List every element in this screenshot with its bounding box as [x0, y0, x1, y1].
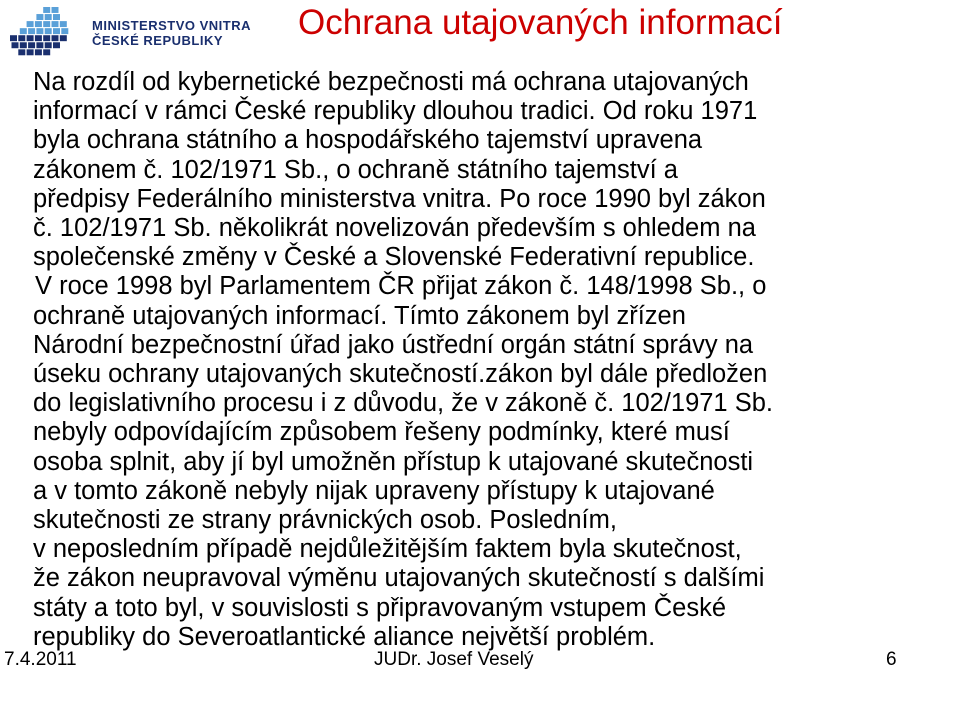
logo-square	[36, 14, 43, 20]
text-line: ochraně utajovaných informací. Tímto zákonem byl zřízen	[33, 301, 686, 330]
logo-square	[53, 14, 60, 20]
text-line: republiky do Severoatlantické aliance největší problém.	[33, 622, 656, 651]
logo-square	[27, 35, 34, 41]
logo-line-1: MINISTERSTVO VNITRA	[92, 18, 252, 33]
logo-square	[43, 7, 50, 13]
text-line: v neposledním případě nejdůležitějším faktem byla skutečnost,	[33, 535, 742, 564]
logo-square	[27, 21, 34, 27]
text-line: Národní bezpečnostní úřad jako ústřední orgán státní správy na	[33, 330, 754, 359]
text-line: společenské změny v České a Slovenské Federativní republice.	[33, 243, 755, 272]
text-line: a v tomto zákoně nebyly nijak upraveny přístupy k utajované	[33, 476, 715, 505]
footer-author: JUDr. Josef Veselý	[374, 649, 534, 670]
footer-date: 7.4.2011	[4, 649, 77, 670]
logo-square	[10, 35, 17, 41]
logo-square	[53, 42, 60, 48]
text-line: V roce 1998 byl Parlamentem ČR přijat zákon č. 148/1998 Sb., o	[35, 272, 767, 301]
text-line: že zákon neupravoval výměnu utajovaných skutečností s dalšími	[33, 564, 765, 593]
logo-square	[61, 28, 68, 34]
text-line: skutečnosti ze strany právnických osob. Posledním,	[33, 506, 617, 535]
logo-square	[35, 21, 42, 27]
slide-title: Ochrana utajovaných informací	[298, 3, 783, 42]
text-line: nebyly odpovídajícím způsobem řešeny podmínky, které musí	[33, 418, 730, 447]
ministry-logo-icon	[8, 6, 84, 62]
logo-square	[60, 21, 67, 27]
logo-square	[36, 28, 43, 34]
logo-square	[43, 35, 50, 41]
logo-square	[20, 42, 27, 48]
text-line: zákonem č. 102/1971 Sb., o ochraně státního tajemství a	[33, 155, 678, 184]
logo-square	[60, 35, 67, 41]
logo-square	[20, 28, 27, 34]
logo-square	[53, 28, 60, 34]
logo-square	[43, 49, 50, 55]
slide-body	[33, 68, 933, 652]
ministry-logo-text	[92, 18, 251, 48]
footer-page-number: 6	[886, 649, 897, 670]
logo-square	[12, 42, 19, 48]
logo-square	[52, 21, 59, 27]
logo-square	[36, 42, 43, 48]
logo-square	[27, 49, 34, 55]
text-line: osoba splnit, aby jí byl umožněn přístup k utajované skutečnosti	[33, 447, 754, 476]
logo-square	[52, 35, 59, 41]
text-line: č. 102/1971 Sb. několikrát novelizován především s ohledem na	[33, 214, 756, 243]
logo-square	[45, 28, 52, 34]
text-line: byla ochrana státního a hospodářského tajemství upravena	[33, 126, 703, 155]
logo-square	[35, 35, 42, 41]
logo-square	[18, 35, 25, 41]
text-line: státy a toto byl, v souvislosti s připravovaným vstupem České	[33, 593, 727, 622]
text-line: úseku ochrany utajovaných skutečností.zákon byl dále předložen	[33, 360, 768, 389]
text-line: do legislativního procesu i z důvodu, že v zákoně č. 102/1971 Sb.	[33, 389, 773, 418]
text-line: informací v rámci České republiky dlouhou tradici. Od roku 1971	[33, 97, 758, 126]
paragraph-1	[33, 68, 933, 272]
text-line: Na rozdíl od kybernetické bezpečnosti má ochrana utajovaných	[33, 68, 749, 96]
logo-square	[43, 21, 50, 27]
logo-square	[18, 49, 25, 55]
paragraph-2	[33, 272, 933, 652]
ministry-logo	[8, 6, 252, 62]
logo-square	[45, 14, 52, 20]
logo-square	[28, 42, 35, 48]
logo-square	[45, 42, 52, 48]
logo-square	[52, 7, 59, 13]
logo-line-2: ČESKÉ REPUBLIKY	[92, 33, 224, 48]
logo-square	[35, 49, 42, 55]
text-line: předpisy Federálního ministerstva vnitra. Po roce 1990 byl zákon	[33, 184, 766, 213]
logo-square	[28, 28, 35, 34]
